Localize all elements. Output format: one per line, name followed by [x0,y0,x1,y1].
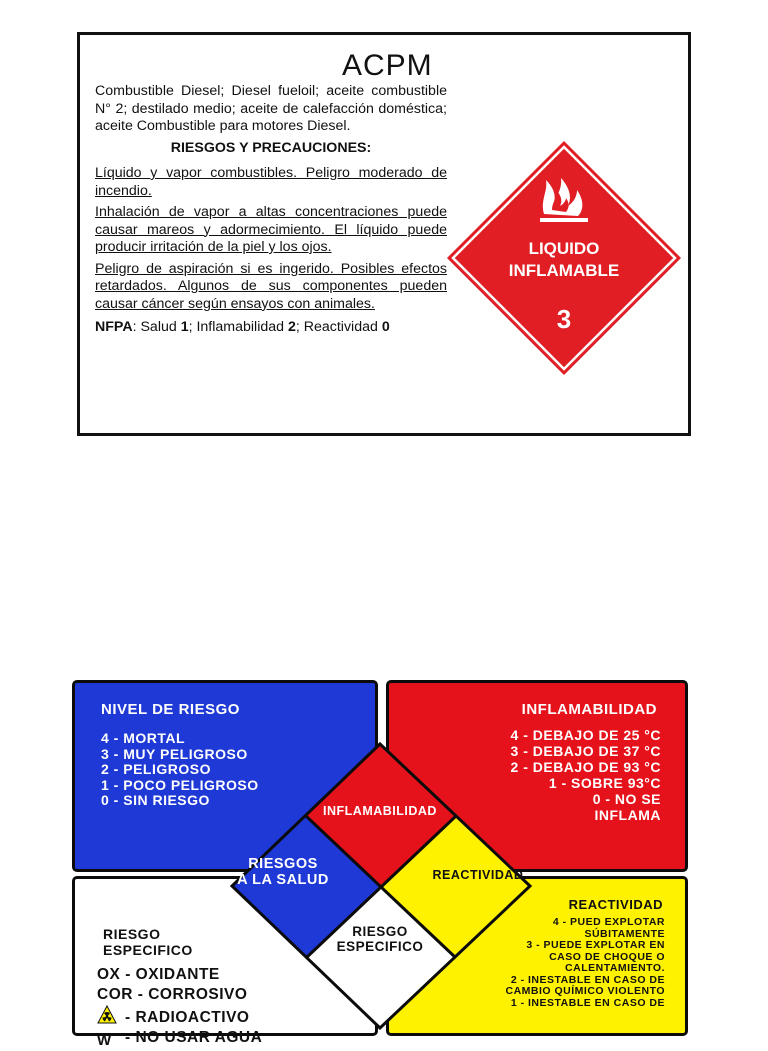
flammability-level-item: INFLAMA [594,807,661,823]
nfpa-flammability-value: 2 [287,319,296,335]
diamond-health-label [222,856,344,888]
diamond-health-label-line: RIESGOS [248,856,318,872]
diamond-specific-label-line: RIESGO [352,924,408,939]
specific-risk-title-line: ESPECIFICO [103,942,193,958]
nfpa-health-text: : Salud [132,319,181,335]
specific-risk-item-text: - RADIOACTIVO [125,1009,250,1026]
reactivity-level-item: CASO DE CHOQUE O [549,950,665,963]
hazard-line1: LIQUIDO [528,239,600,258]
risks-heading: RIESGOS Y PRECAUCIONES: [170,139,372,156]
nfpa-diamond [70,676,690,1024]
hazard-line2: INFLAMABLE [508,261,620,280]
diamond-flammability-label: INFLAMABILIDAD [323,804,437,818]
health-level-item: 1 - POCO PELIGROSO [101,776,259,793]
flammability-level-item: 4 - DEBAJO DE 25 °C [510,727,661,743]
nfpa-704-chart [70,676,690,1049]
reactivity-level-item: CALENTAMIENTO. [565,962,665,974]
reactivity-level-item: 4 - PUED EXPLOTAR [552,916,665,928]
reactivity-level-item: CAMBIO QUÍMICO VIOLENTO [505,985,665,997]
flammability-level-item: 0 - NO SE [592,791,661,807]
health-level-item: 0 - SIN RIESGO [101,792,210,808]
health-panel-title: NIVEL DE RIESGO [101,701,240,718]
reactivity-panel-title: REACTIVIDAD [568,897,663,912]
flammability-level-item: 2 - DEBAJO DE 93 °C [510,759,661,775]
diamond-reactivity-label: REACTIVIDAD [432,868,524,882]
nfpa-label: NFPA [95,319,133,335]
flammability-level-item: 3 - DEBAJO DE 37 °C [510,743,661,759]
label-title: ACPM [342,49,433,82]
nfpa-summary [95,319,447,337]
specific-risk-item-text: - NO USAR AGUA [125,1029,263,1046]
nfpa-flammability-text: ; Inflamabilidad [188,319,288,335]
no-water-icon: W [97,1032,112,1049]
risk-item: Peligro de aspiración si es ingerido. Posibles efectos retardados. Algunos de sus componentes pueden causar cáncer según ensayos con animales. [95,260,447,312]
reactivity-level-item: 3 - PUEDE EXPLOTAR EN [526,939,665,951]
specific-risk-title-line: RIESGO [103,926,161,942]
flammable-liquid-hazard-sign [444,138,684,378]
hazard-diamond-background [447,141,681,375]
acpm-label-card [77,32,691,436]
flammability-level-item: 1 - SOBRE 93°C [548,775,661,791]
nfpa-health-value: 1 [180,319,189,335]
reactivity-level-item: SÚBITAMENTE [584,927,665,940]
health-level-item: 4 - MORTAL [101,730,186,746]
flammability-panel-title: INFLAMABILIDAD [521,701,657,718]
diamond-health-label-line: A LA SALUD [237,872,329,888]
specific-risk-item: COR - CORROSIVO [97,986,248,1003]
nfpa-reactivity-value: 0 [381,319,390,335]
nfpa-reactivity-text: ; Reactividad [295,319,382,335]
risk-item: Líquido y vapor combustibles. Peligro moderado de incendio. [95,165,447,199]
health-level-item: 2 - PELIGROSO [101,761,211,777]
hazard-class-number: 3 [556,304,572,334]
label-body [95,83,447,341]
diamond-specific-label [310,924,450,954]
risk-item: Inhalación de vapor a altas concentraciones puede causar mareos y adormecimiento. El líquido puede producir irritación de la piel y los ojos. [95,204,447,255]
product-description: Combustible Diesel; Diesel fueloil; aceite combustible N° 2; destilado medio; aceite de calefacción doméstica; aceite Combustible para motores Diesel. [95,83,447,134]
reactivity-level-item: 2 - INESTABLE EN CASO DE [510,973,665,986]
health-level-item: 3 - MUY PELIGROSO [101,745,248,762]
specific-risk-item [97,1028,262,1051]
diamond-specific-label-line: ESPECIFICO [336,939,424,954]
specific-risk-item: OX - OXIDANTE [97,966,220,983]
reactivity-level-item: 1 - INESTABLE EN CASO DE [510,996,665,1009]
